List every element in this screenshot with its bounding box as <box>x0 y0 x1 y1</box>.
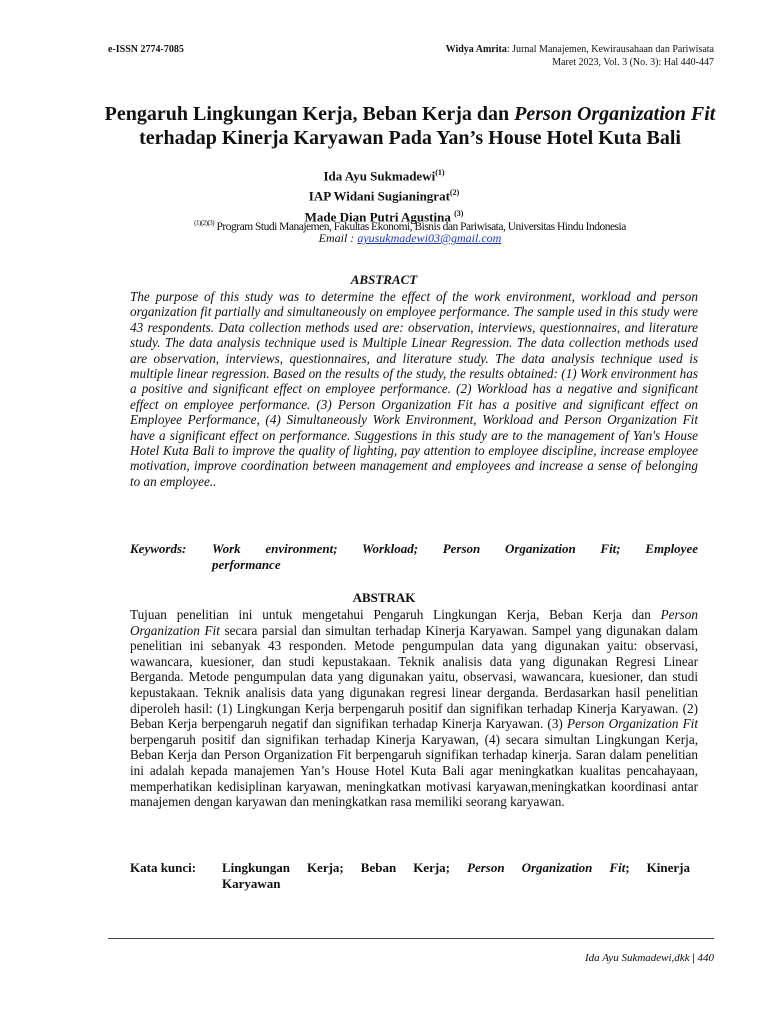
kata-kunci-line2: Karyawan <box>222 876 281 891</box>
abstrak-heading: ABSTRAK <box>352 590 416 605</box>
abstrak-seg: Tujuan penelitian ini untuk mengetahui Pengaruh Lingkungan Kerja, Beban Kerja dan <box>130 607 661 622</box>
footer <box>585 952 714 964</box>
author-mark: (2) <box>449 188 460 198</box>
author-name: Made Dian Putri Agustina <box>304 208 455 224</box>
kk-seg: ; Kinerja <box>625 860 690 875</box>
keywords-label: Keywords: <box>130 541 187 556</box>
kata-kunci-label: Kata kunci: <box>130 860 197 875</box>
author-mark: (3) <box>454 208 464 218</box>
title-part1: Pengaruh Lingkungan Kerja, Beban Kerja dan <box>104 103 515 125</box>
footer-divider <box>108 938 714 939</box>
abstrak-seg-italic: Person Organization Fit <box>130 607 698 638</box>
affiliation-marks: (1)(2)(3) <box>194 219 215 227</box>
journal-subtitle: : Jurnal Manajemen, Kewirausahaan dan Pariwisata <box>506 44 714 55</box>
keywords-line1: Work environment; Workload; Person Organization Fit; Employee <box>212 541 698 556</box>
kk-seg: Lingkungan Kerja; Beban Kerja; <box>222 860 468 875</box>
kata-kunci <box>130 860 690 892</box>
email-line <box>100 231 720 246</box>
title-part2: Person Organization Fit <box>514 103 716 125</box>
journal-issue: Maret 2023, Vol. 3 (No. 3): Hal 440-447 <box>552 57 714 68</box>
page-number: 440 <box>697 952 714 964</box>
keywords-line2: performance <box>212 557 281 572</box>
author-name: Ida Ayu Sukmadewi <box>323 168 436 184</box>
kata-kunci-line1 <box>222 860 690 876</box>
title-part3: terhadap Kinerja Karyawan Pada Yan’s House Hotel Kuta Bali <box>139 127 681 149</box>
author-mark: (1) <box>435 168 445 177</box>
abstrak-text <box>130 607 698 810</box>
footer-separator: | <box>689 952 698 964</box>
paper-title <box>100 102 720 150</box>
abstract-heading: ABSTRACT <box>350 272 418 287</box>
kk-seg-italic: Person Organization Fit <box>467 860 626 875</box>
author <box>0 164 768 184</box>
journal-name: Widya Amrita <box>445 44 507 55</box>
footer-author: Ida Ayu Sukmadewi,dkk <box>584 952 690 964</box>
journal-header <box>446 43 714 69</box>
abstrak-seg: secara parsial dan simultan terhadap Kinerja Karyawan. Sampel yang digunakan dalam penelitian ini sebanyak 43 responden. Metode pengumpulan data yang digunakan yaitu: observasi, wawancara, kuesioner, dan studi kepustakaan. Teknik analisis data yang digunakan Regresi Linear Berganda. Metode pengumpulan data yang digunakan yaitu, observasi, wawancara, kuesioner, dan studi kepustakaan. Teknik analisis data yang digunakan regresi linear derganda. Berdasarkan hasil penelitian diperoleh hasil: (1) Lingkungan Kerja berpengaruh positif dan signifikan terhadap Kinerja Karyawan. (2) Beban Kerja berpengaruh negatif dan signifikan terhadap Kinerja Karyawan. (3) <box>130 622 698 732</box>
issn: e-ISSN 2774-7085 <box>108 44 184 55</box>
keywords <box>130 541 698 573</box>
abstrak-seg: berpengaruh positif dan signifikan terhadap Kinerja Karyawan, (4) secara simultan Lingkungan Kerja, Beban Kerja dan Person Organization Fit berpengaruh signifikan terhadap kinerja. Saran dalam penelitian ini adalah kepada manajemen Yan’s House Hotel Kuta Bali agar meningkatkan kualitas pencahayaan, memperhatikan kedisiplinan karyawan, meningkatkan motivasi karyawan,meningkatkan koordinasi antar manajemen dengan karyawan dan meningkatkan rasa memiliki seorang karyawan. <box>130 731 698 810</box>
abstrak-seg-italic: Person Organization Fit <box>567 716 698 732</box>
author <box>0 184 768 204</box>
email-link[interactable]: ayusukmadewi03@gmail.com <box>357 231 502 245</box>
email-label: Email : <box>318 231 358 245</box>
affiliation-text: Program Studi Manajemen, Fakultas Ekonomi, Bisnis dan Pariwisata, Universitas Hindu Indonesia <box>214 220 626 233</box>
author-name: IAP Widani Sugianingrat <box>308 188 450 204</box>
abstract-text: The purpose of this study was to determine the effect of the work environment, workload and person organization fit partially and simultaneously on employee performance. The sample used in this study were 43 respondents. Data collection methods used are: observation, interviews, questionnaires, and literature study. The data analysis technique used is Multiple Linear Regression. The data collection methods used are observation, interviews, questionnaires, and literature study. The data analysis technique used is multiple linear regression. Based on the results of the study, the results obtained: (1) Work environment has a positive and significant effect on employee performance. (2) Workload has a negative and significant effect on employee performance. (3) Person Organization Fit has a positive and significant effect on Employee Performance, (4) Simultaneously Work Environment, Workload and Person Organization Fit have a significant effect on performance. Suggestions in this study are to the management of Yan's House Hotel Kuta Bali to improve the quality of lighting, pay attention to employee discipline, increase employee motivation, improve coordination between management and employees and increase a sense of belonging to an employee.. <box>130 289 698 489</box>
